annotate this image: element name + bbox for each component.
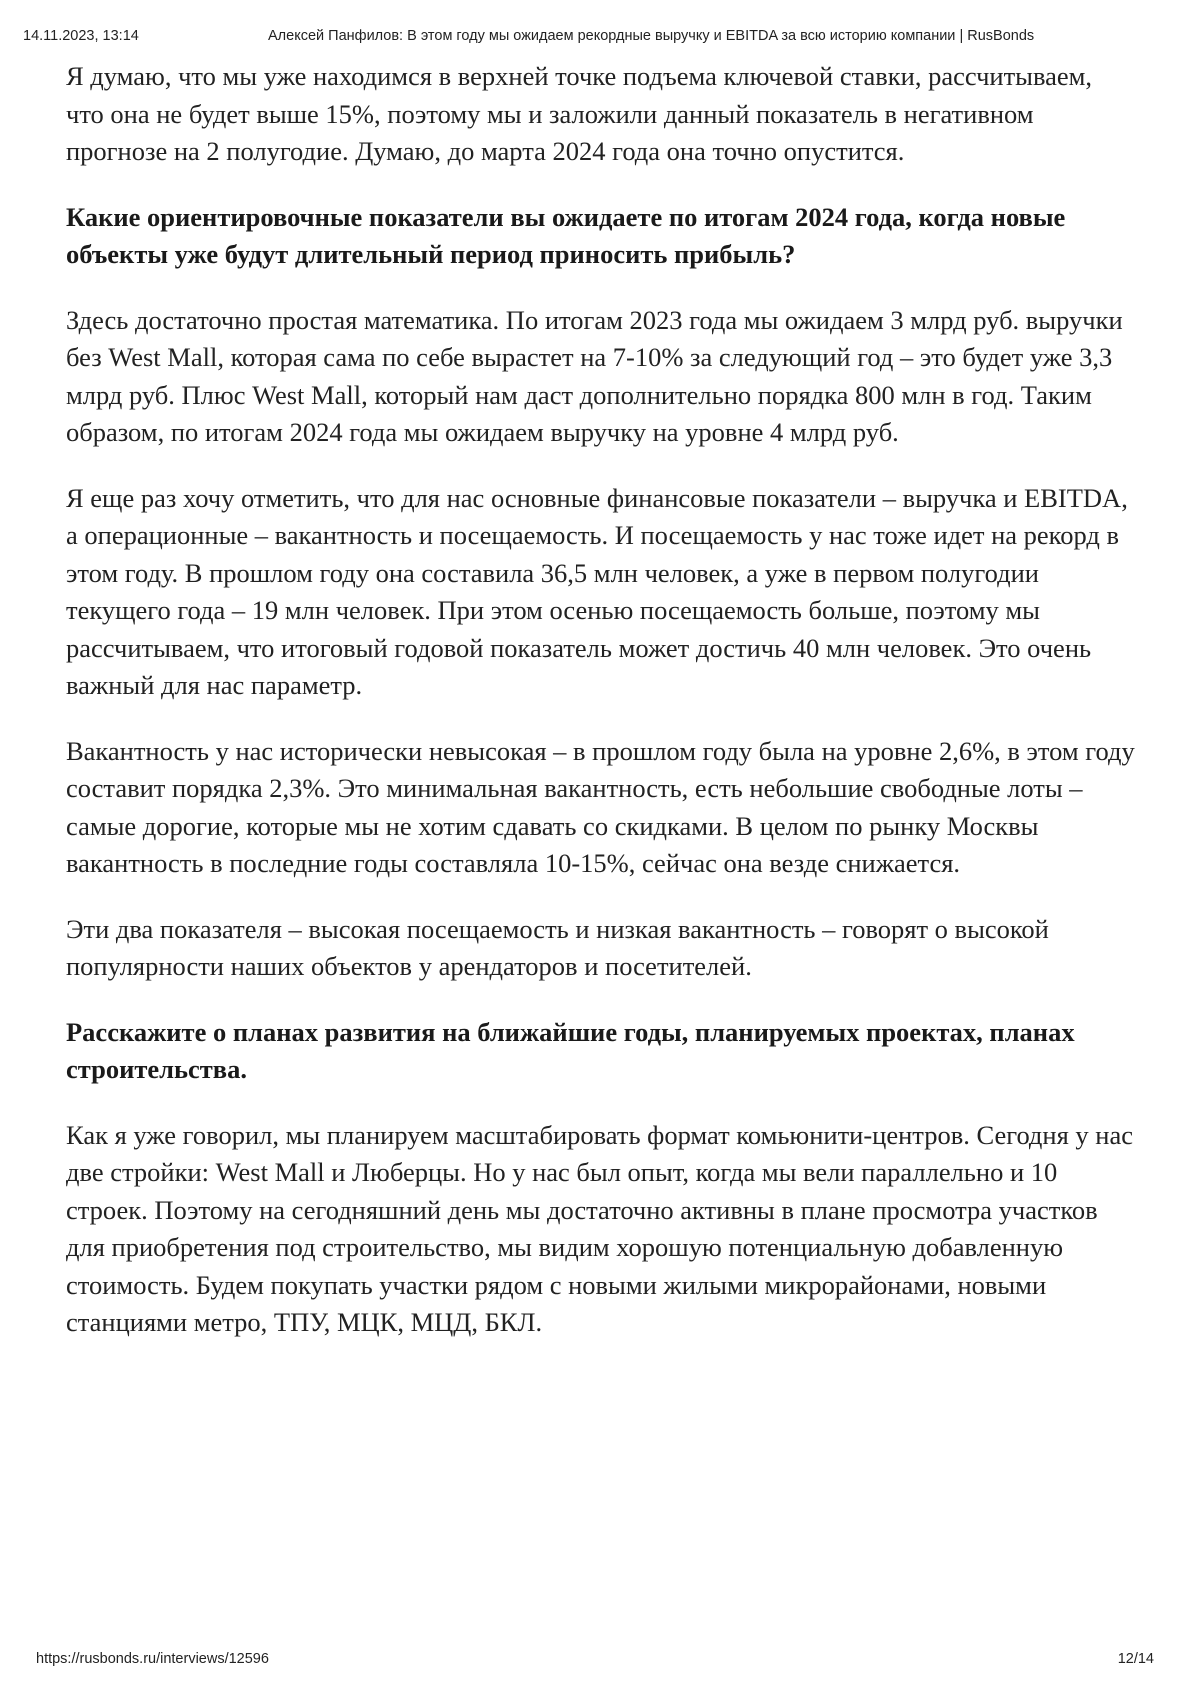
print-header bbox=[23, 28, 1167, 48]
article-body bbox=[66, 58, 1136, 1370]
answer-paragraph: Как я уже говорил, мы планируем масштабировать формат комьюнити-центров. Сегодня у нас две стройки: West Mall и Люберцы. Но у нас был опыт, когда мы вели параллельно и 10 строек. Поэтому на сегодняшний день мы достаточно активны в плане просмотра участков для приобретения под строительство, мы видим хорошую потенциальную добавленную стоимость. Будем покупать участки рядом с новыми жилыми микрорайонами, новыми станциями метро, ТПУ, МЦК, МЦД, БКЛ. bbox=[66, 1119, 1133, 1337]
print-footer bbox=[36, 1651, 1154, 1671]
answer-paragraph: Вакантность у нас исторически невысокая – в прошлом году была на уровне 2,6%, в этом году составит порядка 2,3%. Это минимальная вакантность, есть небольшие свободные лоты – самые дорогие, которые мы не хотим сдавать со скидками. В целом по рынку Москвы вакантность в последние годы составляла 10-15%, сейчас она везде снижается. bbox=[66, 735, 1135, 878]
print-page-title: Алексей Панфилов: В этом году мы ожидаем рекордные выручку и EBITDA за всю историю компании | RusBonds bbox=[268, 28, 1035, 44]
page-url: https://rusbonds.ru/interviews/12596 bbox=[36, 1651, 269, 1667]
print-datetime: 14.11.2023, 13:14 bbox=[23, 28, 139, 44]
page-number: 12/14 bbox=[1117, 1651, 1154, 1667]
answer-paragraph: Здесь достаточно простая математика. По итогам 2023 года мы ожидаем 3 млрд руб. выручки без West Mall, которая сама по себе вырастет на 7-10% за следующий год – это будет уже 3,3 млрд руб. Плюс West Mall, который нам даст дополнительно порядка 800 млн в год. Таким образом, по итогам 2024 года мы ожидаем выручку на уровне 4 млрд руб. bbox=[66, 304, 1123, 447]
answer-paragraph: Я еще раз хочу отметить, что для нас основные финансовые показатели – выручка и EBITDA, а операционные – вакантность и посещаемость. И посещаемость у нас тоже идет на рекорд в этом году. В прошлом году она составила 36,5 млн человек, а уже в первом полугодии текущего года – 19 млн человек. При этом осенью посещаемость больше, поэтому мы рассчитываем, что итоговый годовой показатель может достичь 40 млн человек. Это очень важный для нас параметр. bbox=[66, 482, 1128, 700]
answer-paragraph: Я думаю, что мы уже находимся в верхней точке подъема ключевой ставки, рассчитываем, что она не будет выше 15%, поэтому мы и заложили данный показатель в негативном прогнозе на 2 полугодие. Думаю, до марта 2024 года она точно опустится. bbox=[66, 61, 1093, 166]
interview-question: Какие ориентировочные показатели вы ожидаете по итогам 2024 года, когда новые объекты уже будут длительный период приносить прибыль? bbox=[66, 201, 1066, 269]
answer-paragraph: Эти два показателя – высокая посещаемость и низкая вакантность – говорят о высокой популярности наших объектов у арендаторов и посетителей. bbox=[66, 913, 1049, 981]
interview-question: Расскажите о планах развития на ближайшие годы, планируемых проектах, планах строительства. bbox=[66, 1016, 1075, 1084]
